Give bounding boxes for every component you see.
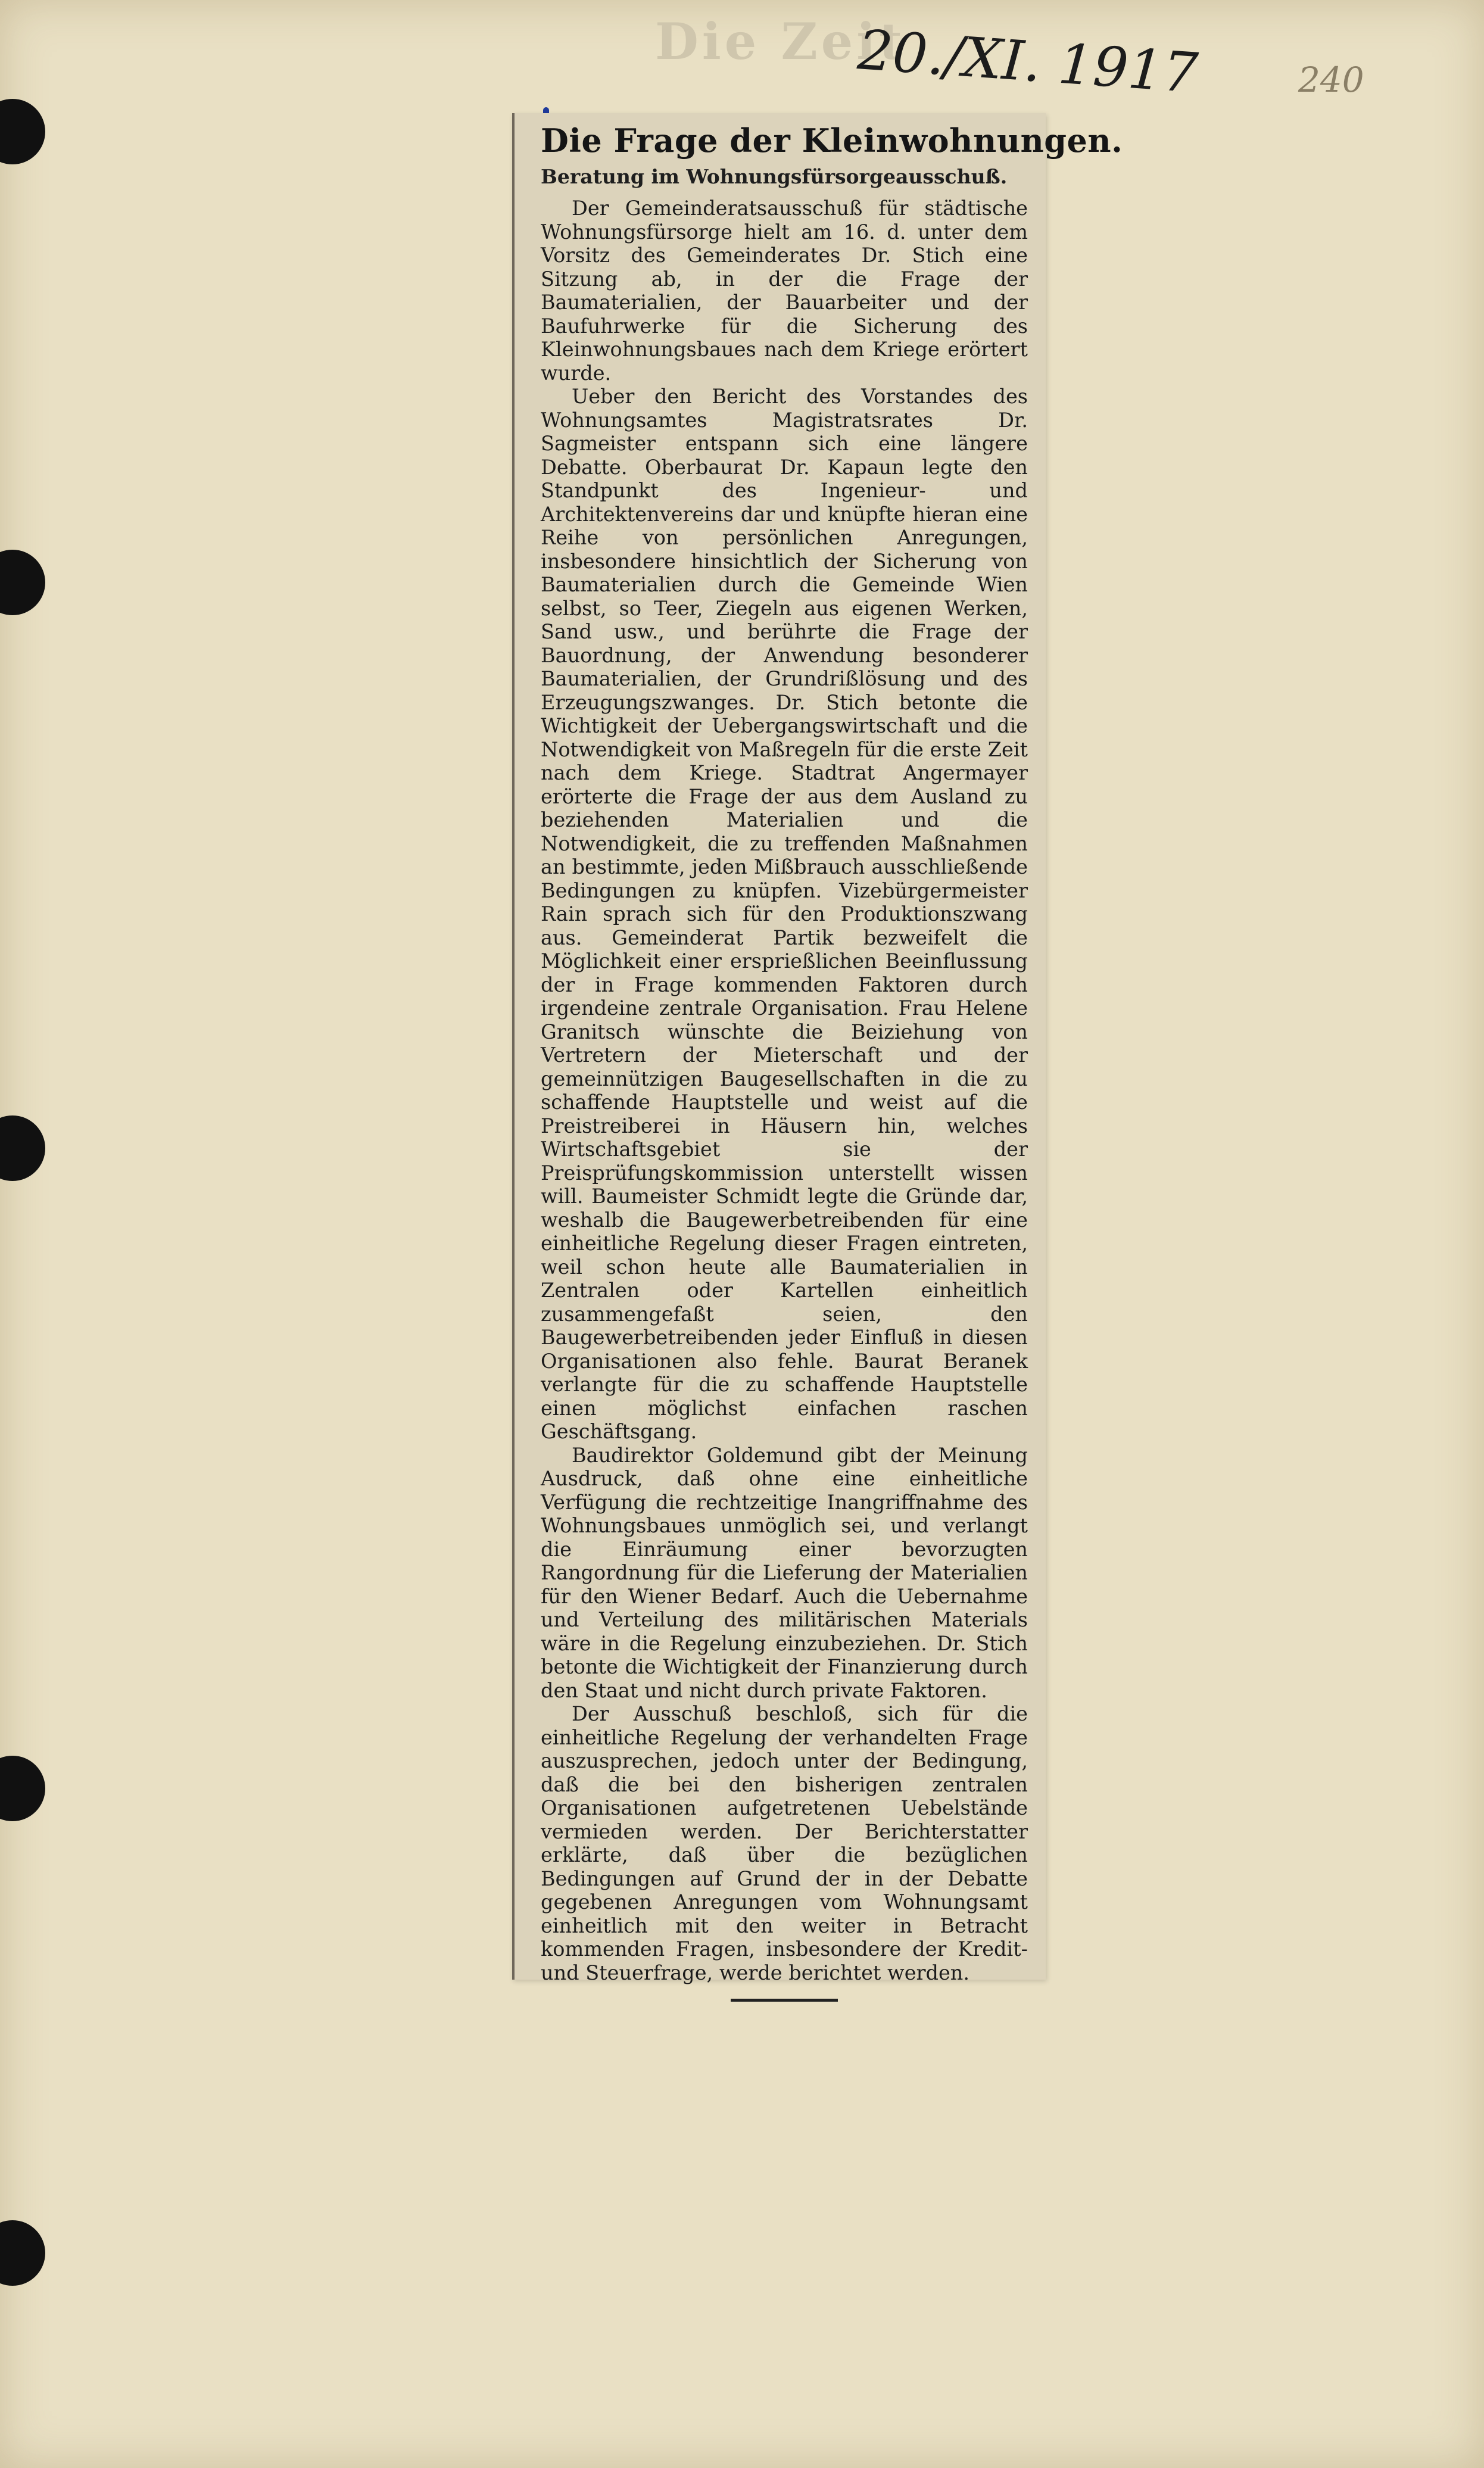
newspaper-stamp: Die Zeit [655, 12, 906, 71]
article-subheadline: Beratung im Wohnungsfürsorgeausschuß. [541, 165, 1008, 188]
article-headline: Die Frage der Kleinwohnungen. [541, 121, 1123, 160]
article-paragraph: Baudirektor Goldemund gibt der Meinung Ausdruck, daß ohne eine einheitliche Verfügung die rechtzeitige Inangriffnahme des Wohnungsbaues unmöglich sei, und verlangt die Einräumung einer bevorzugten Rangordnung für die Lieferung der Materialien für den Wiener Bedarf. Auch die Uebernahme und Verteilung des militärischen Materials wäre in die Regelung einzubeziehen. Dr. Stich betonte die Wichtigkeit der Finanzierung durch den Staat und nicht durch private Faktoren. [541, 1443, 1028, 1702]
punch-hole [0, 99, 45, 164]
punch-hole [0, 550, 45, 615]
article-paragraph: Der Ausschuß beschloß, sich für die einheitliche Regelung der verhandelten Frage auszusprechen, jedoch unter der Bedingung, daß die bei den bisherigen zentralen Organisationen aufgetretenen Uebelstände vermieden werden. Der Berichterstatter erklärte, daß über die bezüglichen Bedingungen auf Grund der in der Debatte gegebenen Anregungen vom Wohnungsamt einheitlich mit den weiter in Betracht kommenden Fragen, insbesondere der Kredit- und Steuerfrage, werde berichtet werden. [541, 1702, 1028, 1984]
end-rule [731, 1999, 838, 2002]
article-paragraph: Der Gemeinderatsausschuß für städtische Wohnungsfürsorge hielt am 16. d. unter dem Vorsitz des Gemeinderates Dr. Stich eine Sitzung ab, in der die Frage der Baumaterialien, der Bauarbeiter und der Baufuhrwerke für die Sicherung des Kleinwohnungsbaues nach dem Kriege erörtert wurde. [541, 197, 1028, 385]
handwritten-date: 20./XI. 1917 [855, 18, 1200, 105]
page-number: 240 [1298, 60, 1364, 100]
newspaper-clipping [512, 113, 1123, 1984]
punch-hole [0, 1756, 45, 1821]
article-paragraph: Ueber den Bericht des Vorstandes des Wohnungsamtes Magistratsrates Dr. Sagmeister entspann sich eine längere Debatte. Oberbaurat Dr. Kapaun legte den Standpunkt des Ingenieur- und Architektenvereins dar und knüpfte hieran eine Reihe von persönlichen Anregungen, insbesondere hinsichtlich der Sicherung von Baumaterialien durch die Gemeinde Wien selbst, so Teer, Ziegeln aus eigenen Werken, Sand usw., und berührte die Frage der Bauordnung, der Anwendung besonderer Baumaterialien, der Grundrißlösung und des Erzeugungszwanges. Dr. Stich betonte die Wichtigkeit der Uebergangswirtschaft und die Notwendigkeit von Maßregeln für die erste Zeit nach dem Kriege. Stadtrat Angermayer erörterte die Frage der aus dem Ausland zu beziehenden Materialien und die Notwendigkeit, die zu treffenden Maßnahmen an bestimmte, jeden Mißbrauch ausschließende Bedingungen zu knüpfen. Vizebürgermeister Rain sprach sich für den Produktionszwang aus. Gemeinderat Partik bezweifelt die Möglichkeit einer ersprießlichen Beeinflussung der in Frage kommenden Faktoren durch irgendeine zentrale Organisation. Frau Helene Granitsch wünschte die Beiziehung von Vertretern der Mieterschaft und der gemeinnützigen Baugesellschaften in die zu schaffende Hauptstelle und weist auf die Preistreiberei in Häusern hin, welches Wirtschaftsgebiet sie der Preisprüfungskommission unterstellt wissen will. Baumeister Schmidt legte die Gründe dar, weshalb die Baugewerbetreibenden für eine einheitliche Regelung dieser Fragen eintreten, weil schon heute alle Baumaterialien in Zentralen oder Kartellen einheitlich zusammengefaßt seien, den Baugewerbetreibenden jeder Einfluß in diesen Organisationen also fehle. Baurat Beranek verlangte für die zu schaffende Hauptstelle einen möglichst einfachen raschen Geschäftsgang. [541, 385, 1028, 1443]
punch-hole [0, 1115, 45, 1181]
punch-hole [0, 2220, 45, 2286]
